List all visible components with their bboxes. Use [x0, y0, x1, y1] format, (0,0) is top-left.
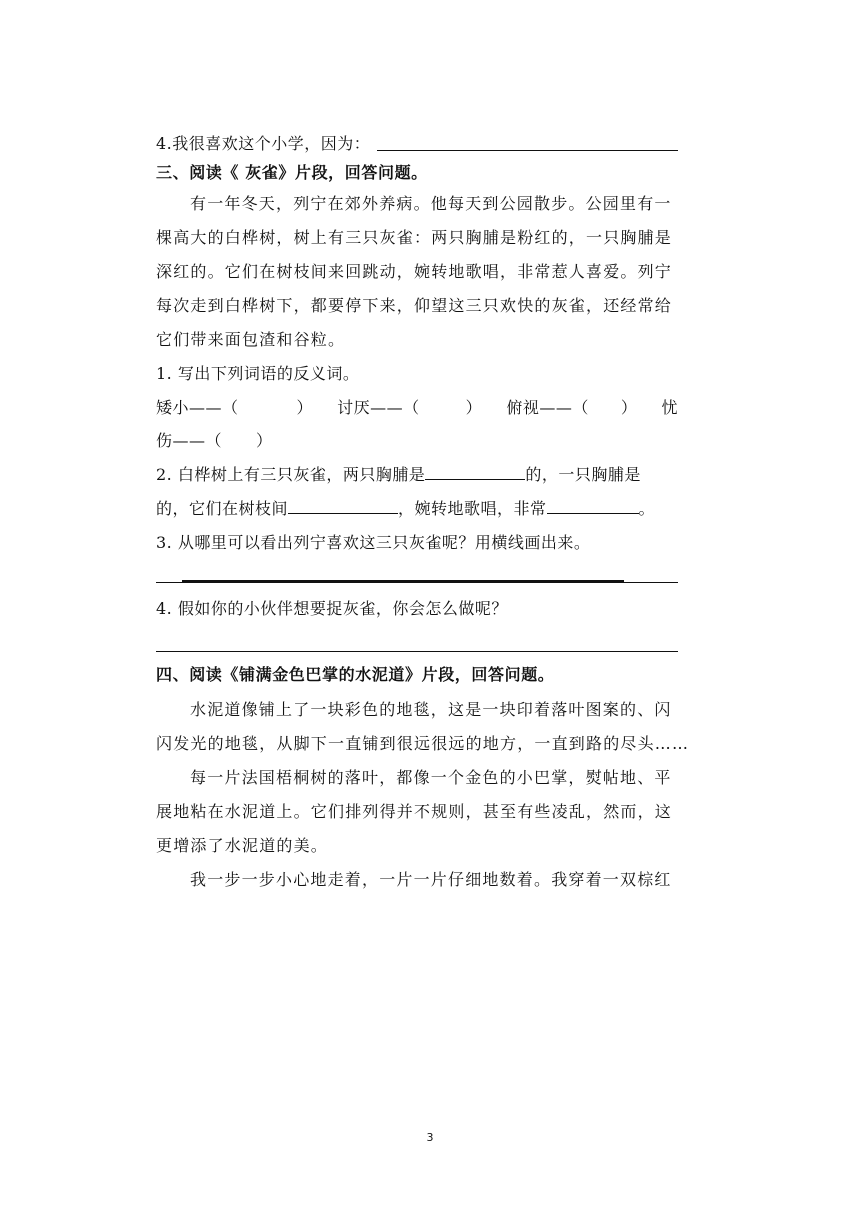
section3-passage-line: 深红的。它们在树枝间来回跳动，婉转地歌唱，非常惹人喜爱。列宁 [156, 262, 673, 281]
section3-passage-line: 每次走到白桦树下，都要停下来，仰望这三只欢快的灰雀，还经常给 [156, 296, 673, 315]
answer-line[interactable] [377, 150, 678, 151]
q1-antonym-row-2 [156, 430, 678, 452]
section4-passage-line: 我一步一步小心地走着，一片一片仔细地数着。我穿着一双棕红 [190, 870, 672, 889]
antonym-item-partial: 忧 [661, 398, 678, 417]
answer-line[interactable] [156, 582, 678, 583]
section4-passage-line: 闪发光的地毯，从脚下一直铺到很远很远的地方，一直到路的尽头…… [156, 734, 690, 753]
antonym-item: 讨厌——（ ） [337, 398, 483, 417]
section4-passage-line: 每一片法国梧桐树的落叶，都像一个金色的小巴掌，熨帖地、平 [190, 768, 672, 787]
antonym-item: 伤——（ [156, 431, 223, 450]
section3-passage-line: 棵高大的白桦树，树上有三只灰雀：两只胸脯是粉红的，一只胸脯是 [156, 228, 673, 247]
antonym-item-close: ） [256, 431, 273, 450]
answer-line-underlay [182, 580, 624, 582]
page-number: 3 [426, 1131, 434, 1144]
section4-passage-line: 水泥道像铺上了一块彩色的地毯，这是一块印着落叶图案的、闪 [190, 700, 672, 719]
section4-heading: 四、阅读《铺满金色巴掌的水泥道》片段，回答问题。 [156, 665, 555, 684]
q4-prompt: 4. 假如你的小伙伴想要捉灰雀，你会怎么做呢？ [156, 599, 508, 618]
antonym-item: 矮小——（ ） [156, 398, 314, 417]
section4-passage-line: 更增添了水泥道的美。 [156, 836, 329, 855]
q-reason-label: 4.我很喜欢这个小学，因为： [156, 134, 371, 153]
q1-prompt: 1. 写出下列词语的反义词。 [156, 364, 360, 383]
q-reason-line [156, 133, 678, 155]
section3-passage-line: 它们带来面包渣和谷粒。 [156, 330, 346, 349]
section3-passage-line: 有一年冬天，列宁在郊外养病。他每天到公园散步。公园里有一 [190, 194, 672, 213]
fill-blank[interactable] [288, 499, 398, 514]
section4-passage-line: 展地粘在水泥道上。它们排列得并不规则，甚至有些凌乱，然而，这 [156, 802, 673, 821]
q3-prompt: 3. 从哪里可以看出列宁喜欢这三只灰雀呢？用横线画出来。 [156, 533, 591, 552]
antonym-item: 俯视——（ ） [506, 398, 638, 417]
q2-line-1: 2. 白桦树上有三只灰雀，两只胸脯是 的，一只胸脯是 [156, 465, 641, 484]
section3-heading: 三、阅读《 灰雀》片段，回答问题。 [156, 163, 428, 182]
q1-antonym-row [156, 397, 678, 419]
fill-blank[interactable] [425, 465, 525, 480]
q2-line-2: 的，它们在树枝间 ，婉转地歌唱，非常 。 [156, 499, 656, 518]
fill-blank[interactable] [547, 499, 639, 514]
answer-line[interactable] [156, 651, 678, 652]
